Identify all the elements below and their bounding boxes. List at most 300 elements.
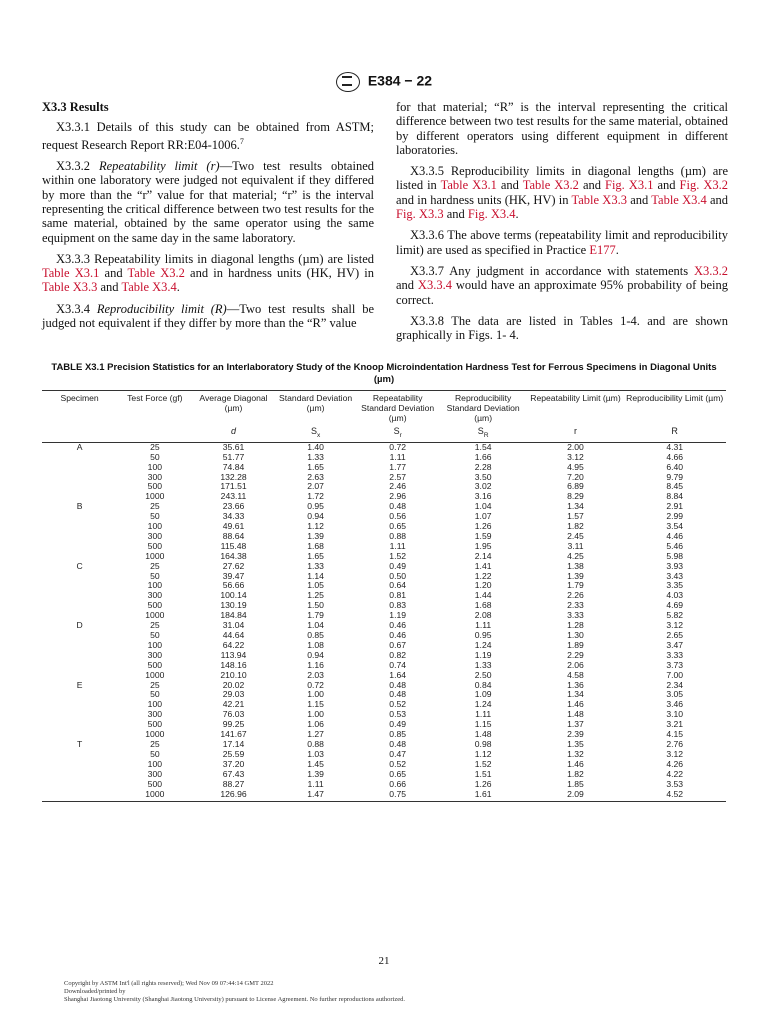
table-cell: 1.11 <box>475 620 492 631</box>
table-cell: 1.65 <box>307 550 324 561</box>
table-cell <box>42 720 117 730</box>
table-cell: 2.46 <box>389 481 407 492</box>
table-cell: 3.16 <box>474 491 492 502</box>
table-cell <box>42 532 117 542</box>
table-cell: 50 <box>150 689 160 700</box>
table-cell: 0.48 <box>389 738 407 749</box>
table-body <box>42 442 726 802</box>
link-fig-x3-4[interactable]: Fig. X3.4 <box>467 207 516 222</box>
table-cell: 500 <box>147 600 163 611</box>
table-cell <box>42 780 117 790</box>
table-cell: 1000 <box>145 669 165 680</box>
table-cell: 141.67 <box>220 729 247 740</box>
table-cell: 1.30 <box>567 630 584 641</box>
table-cell: 1.04 <box>474 501 492 512</box>
link-table-x3-2[interactable]: Table X3.2 <box>522 178 579 193</box>
table-cell <box>42 542 117 552</box>
table-cell: 0.64 <box>389 580 407 591</box>
table-cell: 1.19 <box>389 610 407 621</box>
table-cell: 1.04 <box>307 620 324 631</box>
table-cell: 0.94 <box>307 511 324 522</box>
table-cell: 50 <box>150 570 160 581</box>
table-row <box>42 730 726 740</box>
table-cell: 1.11 <box>475 709 492 720</box>
link-table-x3-4[interactable]: Table X3.4 <box>121 280 177 295</box>
table-cell: 1.32 <box>567 748 584 759</box>
footer-line: Copyright by ASTM Int'l (all rights reserved); Wed Nov 09 07:44:14 GMT 2022 <box>64 980 274 987</box>
table-cell <box>42 661 117 671</box>
table-cell: 0.49 <box>389 560 407 571</box>
table-row <box>42 750 726 760</box>
table-row <box>42 651 726 661</box>
table-cell: 1.24 <box>474 699 492 710</box>
table-cell: 4.58 <box>567 669 584 680</box>
table-cell: B <box>76 501 83 512</box>
table-row <box>42 572 726 582</box>
table-cell: 1.11 <box>307 778 324 789</box>
table-cell: 25 <box>150 679 160 690</box>
table-cell: 1.46 <box>567 758 584 769</box>
table-cell: 0.46 <box>389 620 407 631</box>
table-cell: 1000 <box>117 790 192 802</box>
table-cell: 164.38 <box>220 550 247 561</box>
table-cell: 3.21 <box>666 719 684 730</box>
page-header <box>0 72 768 92</box>
table-cell: E <box>76 679 83 690</box>
table-cell: 300 <box>147 768 163 779</box>
paragraph-x3-3-4: X3.3.4 Reproducibility limit (R)—Two test results shall be judged not equivalent if they differ by more than the “R” value <box>42 301 374 331</box>
table-row <box>42 770 726 780</box>
table-cell: 5.82 <box>666 610 684 621</box>
table-cell: 2.07 <box>307 481 324 492</box>
table-cell: 1.51 <box>474 768 492 779</box>
table-cell: 300 <box>147 709 163 720</box>
table-cell: 100.14 <box>220 590 247 601</box>
table-cell <box>42 690 117 700</box>
table-cell: 0.82 <box>389 649 407 660</box>
table-cell: 1.39 <box>567 570 584 581</box>
link-e177[interactable]: E177 <box>589 242 616 257</box>
table-cell <box>42 641 117 651</box>
col-header: Specimen <box>42 391 117 425</box>
table-cell: 100 <box>147 639 163 650</box>
table-cell: 0.84 <box>474 679 492 690</box>
table-cell: 4.66 <box>666 451 684 462</box>
footer-line: Shanghai Jiaotong University (Shanghai Jiaotong University) pursuant to License Agreement. No further reproductions authorized. <box>64 996 405 1003</box>
paragraph-x3-3-7: X3.3.7 Any judgment in accordance with statements X3.3.2 and X3.3.4 would have an approximate 95% probability of being correct. <box>396 263 728 307</box>
table-cell: 243.11 <box>220 491 247 502</box>
table-cell <box>42 591 117 601</box>
table-cell <box>42 790 117 802</box>
table-row <box>42 611 726 621</box>
table-cell: 88.64 <box>222 530 245 541</box>
table-row <box>42 502 726 512</box>
table-cell: 1.22 <box>474 570 492 581</box>
table-cell: 67.43 <box>222 768 245 779</box>
table-cell: 1.89 <box>567 639 584 650</box>
astm-logo-icon <box>336 72 360 92</box>
table-row <box>42 532 726 542</box>
table-cell: 1.41 <box>474 560 492 571</box>
footer-line: Downloaded/printed by <box>64 988 126 995</box>
table-cell: 0.85 <box>389 729 407 740</box>
link-table-x3-2[interactable]: Table X3.2 <box>127 266 185 281</box>
table-cell: 1.15 <box>307 699 324 710</box>
link-table-x3-4[interactable]: Table X3.4 <box>651 192 707 207</box>
table-cell: 1.00 <box>307 709 324 720</box>
table-row <box>42 522 726 532</box>
table-cell: 2.03 <box>307 669 324 680</box>
table-cell: 0.65 <box>389 521 407 532</box>
table-cell: 0.48 <box>389 501 407 512</box>
table-cell: 1.85 <box>567 778 584 789</box>
col-header: Repeatability Standard Deviation (µm) <box>357 391 439 425</box>
table-cell: 34.33 <box>222 511 245 522</box>
table-cell: 64.22 <box>222 639 245 650</box>
col-header: Standard Deviation (µm) <box>275 391 357 425</box>
table-cell: 3.93 <box>666 560 684 571</box>
table-cell: 1.36 <box>567 679 584 690</box>
table-cell: 1.34 <box>567 689 584 700</box>
table-cell: 148.16 <box>220 659 247 670</box>
table-cell: 42.21 <box>222 699 245 710</box>
table-cell: 31.04 <box>222 620 245 631</box>
table-cell: 0.65 <box>389 768 407 779</box>
table-cell: 0.83 <box>389 600 407 611</box>
table-cell: 0.48 <box>389 689 407 700</box>
table-cell: 0.47 <box>389 748 407 759</box>
table-cell: 2.45 <box>567 530 584 541</box>
table-cell: 0.95 <box>307 501 324 512</box>
table-cell: 5.98 <box>666 550 684 561</box>
table-cell: 25 <box>150 738 160 749</box>
left-column <box>42 100 374 337</box>
table-cell: 1.09 <box>474 689 492 700</box>
table-cell: 2.96 <box>389 491 407 502</box>
table-cell: 1.68 <box>307 540 324 551</box>
table-cell: 2.57 <box>389 471 407 482</box>
col-header: Test Force (gf) <box>117 391 192 425</box>
table-cell: 25.59 <box>222 748 245 759</box>
paragraph-x3-3-2: X3.3.2 Repeatability limit (r)—Two test results obtained within one laboratory were judged not equivalent if they differed by more than the “r” value for that material; “r” is the interval representing the critical difference between two test results for the same material, obtained by the same operator using the same equipment on the same day in the same laboratory. <box>42 159 374 245</box>
table-cell: 0.66 <box>389 778 407 789</box>
table-row <box>42 492 726 502</box>
table-cell <box>42 710 117 720</box>
table-cell: 1.33 <box>474 659 492 670</box>
table-cell <box>42 453 117 463</box>
table-cell: 44.64 <box>222 630 245 641</box>
table-cell: 49.61 <box>222 521 245 532</box>
table-cell: 20.02 <box>222 679 245 690</box>
table-cell: 1.26 <box>474 778 492 789</box>
table-cell <box>42 522 117 532</box>
table-cell: 2.39 <box>567 729 584 740</box>
col-symbol: d <box>192 424 274 442</box>
table-row <box>42 621 726 631</box>
table-cell: 1.33 <box>307 451 324 462</box>
table-cell: 3.10 <box>666 709 684 720</box>
link-x3-3-2[interactable]: X3.3.2 <box>693 263 728 278</box>
link-fig-x3-3[interactable]: Fig. X3.3 <box>396 207 444 222</box>
table-cell: 50 <box>150 451 160 462</box>
table-row <box>42 760 726 770</box>
table-cell: 2.99 <box>666 511 684 522</box>
footnote-ref[interactable]: 7 <box>239 136 244 146</box>
table-cell: 0.52 <box>389 699 407 710</box>
table-row <box>42 552 726 562</box>
table-cell: 0.88 <box>307 738 324 749</box>
copyright-footer <box>64 980 405 1004</box>
table-cell: 0.53 <box>389 709 407 720</box>
table-cell <box>42 482 117 492</box>
table-cell: 2.63 <box>307 471 324 482</box>
table-cell: 1.12 <box>307 521 324 532</box>
table-cell: 8.45 <box>666 481 684 492</box>
table-cell: 25 <box>150 620 160 631</box>
table-cell: 0.95 <box>474 630 492 641</box>
col-header: Repeatability Limit (µm) <box>528 391 624 425</box>
table-cell: 1.37 <box>567 719 584 730</box>
table-cell: 2.76 <box>666 738 684 749</box>
table-cell: 1.47 <box>275 790 357 802</box>
table-cell: 1.48 <box>474 729 492 740</box>
table-cell: 1.52 <box>474 758 492 769</box>
table-cell: 25 <box>150 560 160 571</box>
table-cell: 50 <box>150 630 160 641</box>
table-cell: 3.33 <box>567 610 584 621</box>
table-cell: 3.35 <box>666 580 684 591</box>
table-cell: 8.29 <box>567 491 584 502</box>
col-symbol <box>117 424 192 442</box>
table-cell: 1.25 <box>307 590 324 601</box>
table-cell: 500 <box>147 719 163 730</box>
table-cell: A <box>76 441 83 452</box>
col-header: Average Diagonal (µm) <box>192 391 274 425</box>
table-cell: 4.22 <box>666 768 684 779</box>
link-fig-x3-2[interactable]: Fig. X3.2 <box>679 178 728 193</box>
table-cell: 39.47 <box>222 570 245 581</box>
table-cell: 126.96 <box>192 790 274 802</box>
table-cell: 1.59 <box>474 530 492 541</box>
table-cell: 1.52 <box>389 550 407 561</box>
table-cell: 2.00 <box>567 441 584 452</box>
table-cell: 27.62 <box>222 560 245 571</box>
paragraph-x3-3-3: X3.3.3 Repeatability limits in diagonal lengths (µm) are listed Table X3.1 and Table X3.2 and in hardness units (HK, HV) in Table X3.3 and Table X3.4. <box>42 251 375 295</box>
table-cell: 1.48 <box>567 709 584 720</box>
table-cell: 0.88 <box>389 530 407 541</box>
table-cell: 0.74 <box>389 659 407 670</box>
table-cell <box>42 651 117 661</box>
table-cell: 1.40 <box>307 441 324 452</box>
table-cell: 88.27 <box>222 778 245 789</box>
table-cell: 1.03 <box>307 748 324 759</box>
table-cell: 1.16 <box>307 659 324 670</box>
table-row <box>42 641 726 651</box>
table-cell: 2.65 <box>666 630 684 641</box>
table-row <box>42 631 726 641</box>
link-fig-x3-1[interactable]: Fig. X3.1 <box>605 178 654 193</box>
page-number: 21 <box>378 955 390 967</box>
table-cell: 3.47 <box>666 639 684 650</box>
table-caption: TABLE X3.1 Precision Statistics for an Interlaboratory Study of the Knoop Microindentation Hardness Test for Ferrous Specimens in Diagonal Units (µm) <box>51 362 717 385</box>
table-cell: 0.85 <box>307 630 324 641</box>
table-cell: 1000 <box>145 610 165 621</box>
col-header: Reproducibility Limit (µm) <box>623 391 726 425</box>
table-cell <box>42 760 117 770</box>
table-cell: 1.54 <box>474 441 492 452</box>
table-cell: 171.51 <box>220 481 247 492</box>
table-cell: 132.28 <box>220 471 247 482</box>
table-cell: 1.39 <box>307 530 324 541</box>
paragraph-x3-3-1: X3.3.1 Details of this study can be obtained from ASTM; request Research Report RR:E04-1006.$^7$ <box>42 120 374 152</box>
col-symbol <box>42 424 117 442</box>
table-cell: 2.28 <box>474 461 492 472</box>
table-cell: 3.12 <box>666 620 684 631</box>
table-cell: 0.72 <box>307 679 324 690</box>
section-heading: X3.3 Results <box>42 100 109 114</box>
table-cell: 51.77 <box>222 451 245 462</box>
table-cell: 4.46 <box>666 530 684 541</box>
table-row <box>42 671 726 681</box>
table-row <box>42 562 726 572</box>
table-cell: 1.44 <box>474 590 492 601</box>
table-cell: 6.40 <box>666 461 684 472</box>
table-row <box>42 581 726 591</box>
table-cell: 500 <box>147 659 163 670</box>
paragraph-x3-3-8: X3.3.8 The data are listed in Tables 1-4. and are shown graphically in Figs. 1- 4. <box>396 313 728 343</box>
table-cell: 300 <box>147 649 163 660</box>
link-table-x3-1[interactable]: Table X3.1 <box>42 266 100 281</box>
table-cell: 1.95 <box>474 540 492 551</box>
table-cell: 184.84 <box>220 610 247 621</box>
table-cell: 1.64 <box>389 669 407 680</box>
table-cell: 1.08 <box>307 639 324 650</box>
table-cell: 2.14 <box>474 550 492 561</box>
table-cell <box>42 512 117 522</box>
table-cell: 2.34 <box>666 679 684 690</box>
table-cell: 100 <box>147 699 163 710</box>
table-row <box>42 453 726 463</box>
table-cell: 2.06 <box>567 659 584 670</box>
table-cell: 1.65 <box>307 461 324 472</box>
table-cell: 3.50 <box>474 471 492 482</box>
table-cell: 0.81 <box>389 590 407 601</box>
table-cell: 500 <box>147 481 163 492</box>
paragraph-x3-3-6: X3.3.6 The above terms (repeatability limit and reproducibility limit) are used as specified in Practice E177. <box>396 228 728 257</box>
table-cell: 1.14 <box>307 570 324 581</box>
table-cell: 1.39 <box>307 768 324 779</box>
table-cell: 2.91 <box>666 501 684 512</box>
table-cell: 74.84 <box>222 461 245 472</box>
table-cell: 100 <box>147 758 163 769</box>
table-cell: 3.12 <box>666 748 684 759</box>
link-table-x3-3[interactable]: Table X3.3 <box>42 280 98 295</box>
table-cell: 1000 <box>145 491 165 502</box>
table-cell: 300 <box>147 471 163 482</box>
table-row <box>42 442 726 452</box>
table-cell: 500 <box>147 540 163 551</box>
table-cell: 0.50 <box>389 570 407 581</box>
col-symbol: R <box>623 424 726 442</box>
table-cell <box>42 750 117 760</box>
table-cell: C <box>76 560 83 571</box>
table-cell: 50 <box>150 748 160 759</box>
table-cell: 3.33 <box>666 649 684 660</box>
link-table-x3-3[interactable]: Table X3.3 <box>571 192 627 207</box>
table-cell: 1.34 <box>567 501 584 512</box>
table-cell: 4.31 <box>666 441 684 452</box>
table-cell: 1.11 <box>389 540 406 551</box>
table-cell: 99.25 <box>222 719 245 730</box>
table-cell: 1000 <box>145 729 165 740</box>
table-cell <box>42 581 117 591</box>
table-cell: 3.53 <box>666 778 684 789</box>
table-cell: 0.98 <box>474 738 492 749</box>
table-cell: 0.67 <box>389 639 407 650</box>
table-cell: 29.03 <box>222 689 245 700</box>
standard-code: E384 − 22 <box>367 72 433 89</box>
table-cell: 100 <box>147 461 163 472</box>
table-cell: 3.73 <box>666 659 684 670</box>
table-cell: 0.72 <box>389 441 407 452</box>
table-row <box>42 463 726 473</box>
table-cell: 2.26 <box>567 590 584 601</box>
table-cell: 4.95 <box>567 461 584 472</box>
table-cell: 300 <box>147 590 163 601</box>
table-cell: 2.50 <box>474 669 492 680</box>
table-row <box>42 473 726 483</box>
table-cell: 0.75 <box>357 790 439 802</box>
table-cell: 1.72 <box>307 491 324 502</box>
table-cell: 1.57 <box>567 511 584 522</box>
table-cell <box>42 463 117 473</box>
table-cell <box>42 473 117 483</box>
table-cell: 210.10 <box>220 669 247 680</box>
table-cell: T <box>76 738 83 749</box>
table-cell: 0.48 <box>389 679 407 690</box>
table-cell: 1.79 <box>307 610 324 621</box>
table-cell: 1.82 <box>567 768 584 779</box>
table-cell: 2.29 <box>567 649 584 660</box>
table-cell: 1.24 <box>474 639 492 650</box>
table-cell: 3.46 <box>666 699 684 710</box>
table-cell: 25 <box>150 441 160 452</box>
table-cell: 1.77 <box>389 461 407 472</box>
link-x3-3-4[interactable]: X3.3.4 <box>417 278 452 293</box>
table-cell: 1.38 <box>567 560 584 571</box>
table-cell: 1.46 <box>567 699 584 710</box>
link-table-x3-1[interactable]: Table X3.1 <box>440 178 497 193</box>
table-cell <box>42 601 117 611</box>
table-cell: 2.08 <box>474 610 492 621</box>
table-cell: 50 <box>150 511 160 522</box>
table-cell: 1.19 <box>474 649 492 660</box>
table-cell: 9.79 <box>666 471 684 482</box>
col-symbol: $S_R$ <box>439 424 528 442</box>
table-cell: 3.54 <box>666 521 684 532</box>
table-cell: 4.52 <box>623 790 726 802</box>
table-cell: 1.79 <box>567 580 584 591</box>
table-row <box>42 790 726 802</box>
table-cell: 1.35 <box>567 738 584 749</box>
table-cell: 25 <box>150 501 160 512</box>
table-cell: 3.05 <box>666 689 684 700</box>
table-cell: 4.26 <box>666 758 684 769</box>
table-cell: 37.20 <box>222 758 245 769</box>
table-row <box>42 710 726 720</box>
table-cell <box>42 631 117 641</box>
table-cell: 4.03 <box>666 590 684 601</box>
